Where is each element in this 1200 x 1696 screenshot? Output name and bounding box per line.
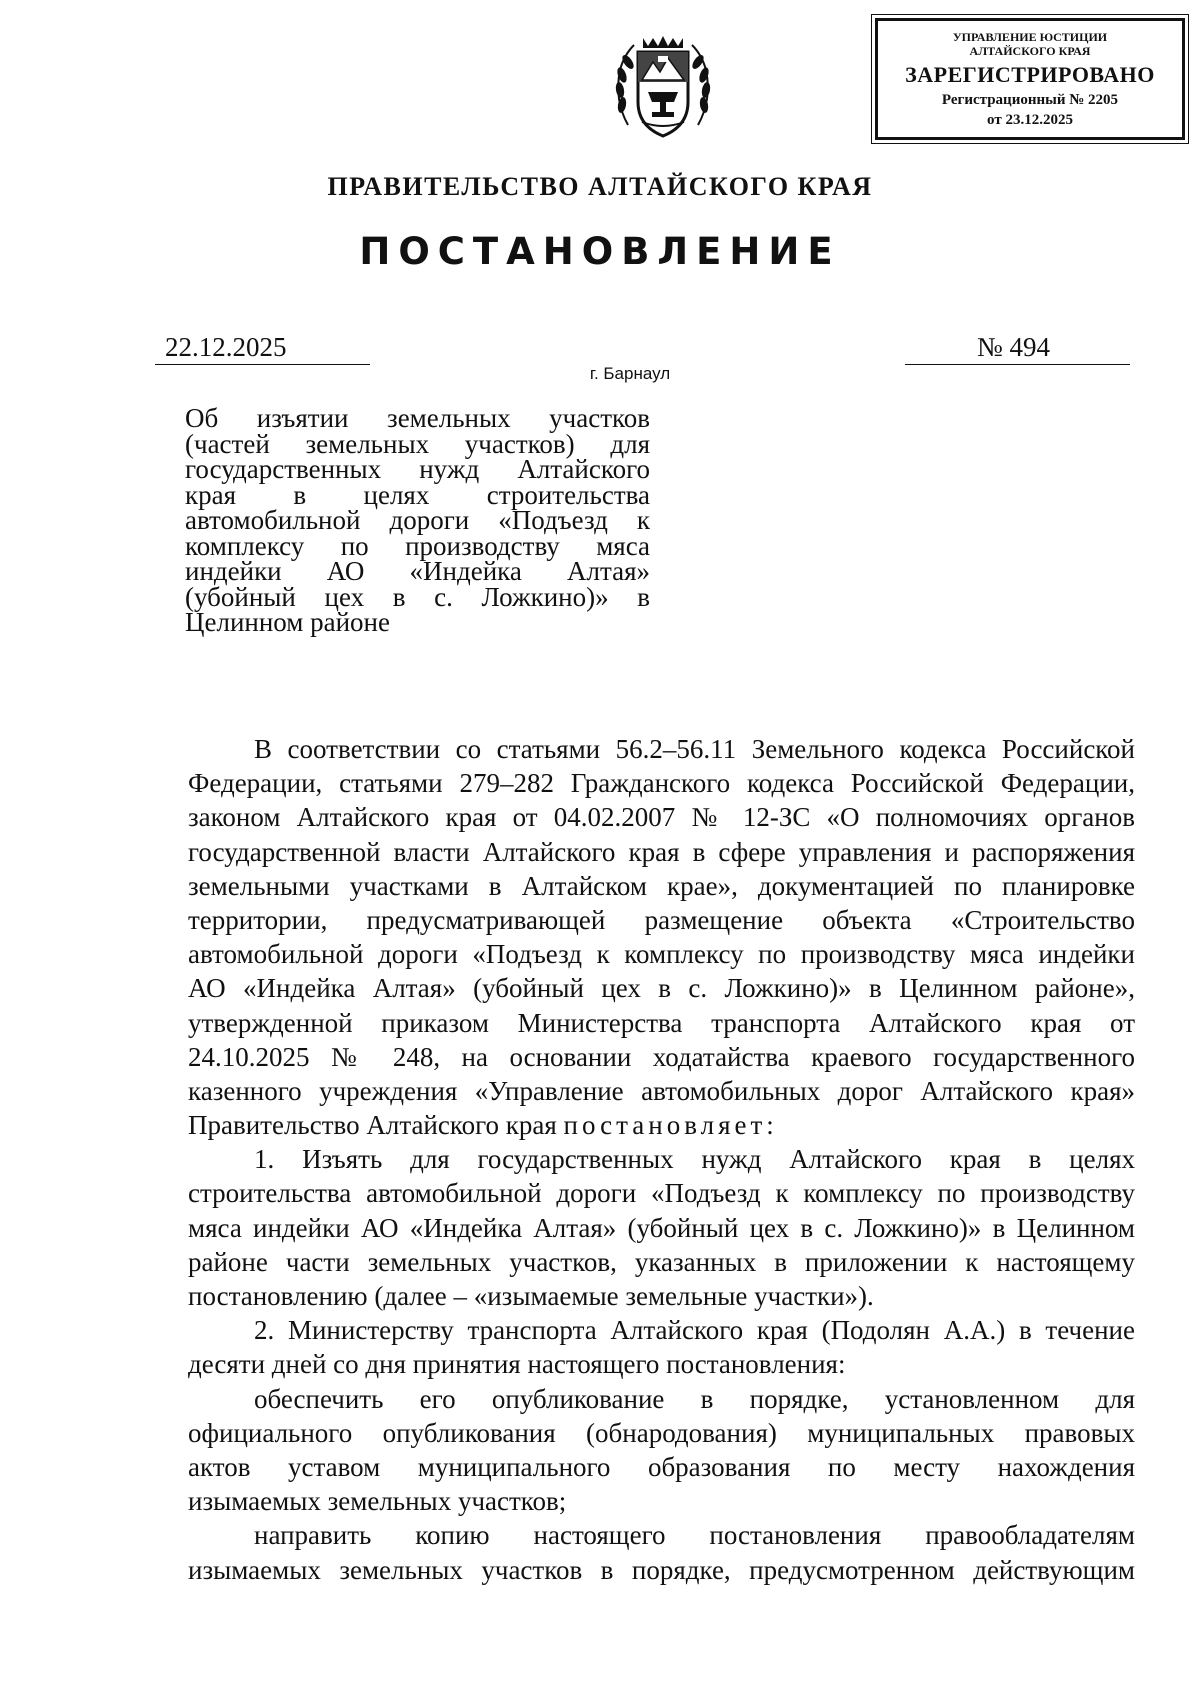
body-line: изымаемых земельных участков; — [188, 1486, 567, 1517]
body-line: утвержденной приказом Министерства транспорта Алтайского края от — [188, 1007, 1135, 1038]
subject-line: (убойный цех в с. Ложкино)» в — [185, 581, 650, 612]
body-line: 24.10.2025 № 248, на основании ходатайства краевого государственного — [188, 1041, 1135, 1072]
document-date-value: 22.12.2025 — [165, 332, 287, 362]
document-number-value: № 494 — [977, 332, 1051, 362]
body-line: десяти дней со дня принятия настоящего постановления: — [188, 1349, 846, 1380]
body-line: законом Алтайского края от 04.02.2007 № 12-ЗС «О полномочиях органов — [188, 802, 1135, 833]
body-line: районе части земельных участков, указанных в приложении к настоящему — [188, 1246, 1135, 1277]
body-line: мяса индейки АО «Индейка Алтая» (убойный цех в с. Ложкино)» в Целинном — [188, 1212, 1135, 1243]
body-line: автомобильной дороги «Подъезд к комплексу по производству мяса индейки — [188, 939, 1135, 970]
stamp-date: от 23.12.2025 — [987, 112, 1073, 128]
body-line: государственной власти Алтайского края в сфере управления и распоряжения — [188, 836, 1135, 867]
subject-line: комплексу по производству мяса — [185, 530, 650, 561]
registration-stamp — [875, 18, 1185, 140]
stamp-registration-number: Регистрационный № 2205 — [941, 92, 1119, 108]
body-line: земельными участками в Алтайском крае», документацией по планировке — [188, 870, 1135, 901]
document-city: г. Барнаул — [589, 364, 671, 383]
body-line: изымаемых земельных участков в порядке, предусмотренном действующим — [188, 1554, 1135, 1585]
document-date — [155, 330, 370, 365]
stamp-status: ЗАРЕГИСТРИРОВАНО — [905, 62, 1155, 87]
body-line-government: Правительство Алтайского края — [188, 1110, 557, 1141]
subject-line: края в целях строительства — [185, 479, 650, 510]
subject-line: индейки АО «Индейка Алтая» — [185, 556, 650, 586]
body-line: 1. Изъять для государственных нужд Алтайского края в целях — [254, 1144, 1135, 1175]
body-line: строительства автомобильной дороги «Подъезд к комплексу по производству — [188, 1178, 1135, 1209]
body-line: казенного учреждения «Управление автомобильных дорог Алтайского края» — [188, 1075, 1135, 1106]
body-line: постановлению (далее – «изымаемые земельные участки»). — [188, 1281, 874, 1311]
subject-line: государственных нужд Алтайского — [185, 454, 650, 484]
body-line: 2. Министерству транспорта Алтайского края (Подолян А.А.) в течение — [254, 1315, 1135, 1346]
subject-line: Об изъятии земельных участков — [185, 403, 650, 433]
subject-line: Целинном районе — [185, 607, 390, 637]
document-subject — [185, 403, 650, 637]
document-type-title: ПОСТАНОВЛЕНИЕ — [359, 230, 841, 273]
body-line: обеспечить его опубликование в порядке, установленном для — [254, 1383, 1135, 1414]
body-line-resolves: постановляет: — [563, 1110, 778, 1141]
altai-krai-coat-of-arms-icon — [608, 30, 718, 150]
body-line: официального опубликования (обнародования) муниципальных правовых — [188, 1417, 1135, 1448]
government-title: ПРАВИТЕЛЬСТВО АЛТАЙСКОГО КРАЯ — [327, 172, 873, 201]
subject-line: (частей земельных участков) для — [185, 428, 650, 459]
body-line: направить копию настоящего постановления правообладателям — [254, 1520, 1135, 1551]
subject-line: автомобильной дороги «Подъезд к — [185, 505, 650, 535]
document-number — [905, 330, 1130, 365]
body-line: Федерации, статьями 279–282 Гражданского кодекса Российской Федерации, — [188, 768, 1135, 799]
body-line — [188, 1108, 1135, 1142]
body-line: территории, предусматривающей размещение объекта «Строительство — [188, 904, 1135, 935]
body-line: АО «Индейка Алтая» (убойный цех в с. Ложкино)» в Целинном районе», — [188, 973, 1135, 1004]
stamp-department-line1: УПРАВЛЕНИЕ ЮСТИЦИИ — [952, 30, 1108, 44]
body-line: В соответствии со статьями 56.2–56.11 Земельного кодекса Российской — [254, 734, 1135, 764]
body-line: актов уставом муниципального образования по месту нахождения — [188, 1451, 1135, 1482]
document-body — [188, 732, 1135, 1587]
stamp-department-line2: АЛТАЙСКОГО КРАЯ — [969, 44, 1091, 58]
